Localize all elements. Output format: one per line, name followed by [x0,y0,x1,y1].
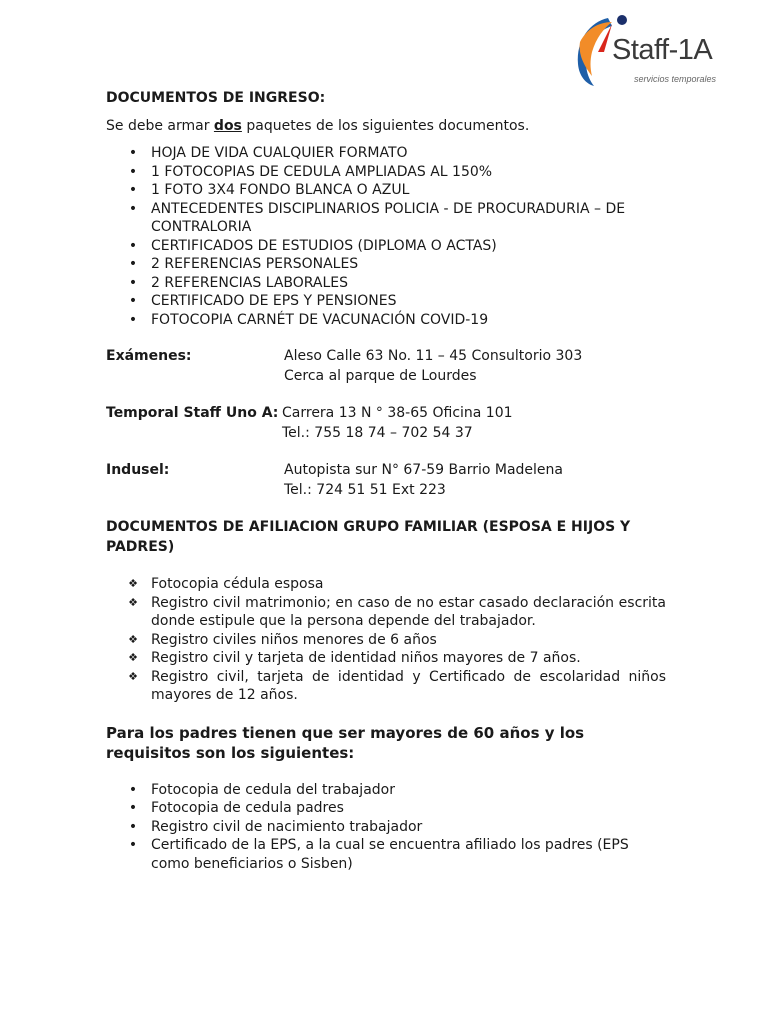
disc-bullet-icon: • [128,182,138,198]
disc-bullet-icon: • [128,145,138,161]
intro-text-after: paquetes de los siguientes documentos. [241,118,530,134]
address-line: Tel.: 755 18 74 – 702 54 37 [282,424,473,441]
diamond-bullet-icon: ❖ [128,669,138,683]
address-line: Tel.: 724 51 51 Ext 223 [284,481,446,498]
list-item [106,575,666,594]
disc-bullet-icon: • [128,274,138,291]
disc-bullet-icon: • [128,256,138,272]
address-value [284,347,582,386]
intro-paragraph [106,118,666,134]
address-label: Temporal Staff Uno A: [106,405,279,421]
disc-bullet-icon: • [128,293,138,309]
list-item [106,668,666,705]
list-item-text: Registro civil de nacimiento trabajador [151,818,423,835]
list-item [106,292,666,311]
list-item-text: Fotocopia cédula esposa [151,576,324,592]
parents-documents-list [106,781,666,874]
disc-bullet-icon: • [128,311,138,328]
list-item-text: Certificado de la EPS, a la cual se encuentra afiliado los padres (EPS como beneficiarios o Sisben) [151,837,629,872]
list-item-text: 2 REFERENCIAS LABORALES [151,274,349,291]
list-item-text: Registro civil matrimonio; en caso de no estar casado declaración escrita donde estipule que la persona depende del trabajador. [151,594,666,629]
diamond-bullet-icon: ❖ [128,651,138,664]
list-item [106,594,666,631]
intro-emphasis: dos [213,118,242,134]
list-item [106,237,666,256]
logo-tagline: servicios temporales [634,74,717,84]
family-section-title: DOCUMENTOS DE AFILIACION GRUPO FAMILIAR (ESPOSA E HIJOS Y PADRES) [106,519,631,555]
disc-bullet-icon: • [128,163,138,180]
list-item [106,649,666,668]
intro-text-before: Se debe armar [106,118,214,134]
address-entry [106,347,666,386]
list-item [106,311,666,330]
address-entry [106,461,666,500]
address-value [282,404,513,443]
list-item-text: CERTIFICADOS DE ESTUDIOS (DIPLOMA O ACTAS) [151,237,497,254]
address-line: Carrera 13 N ° 38-65 Oficina 101 [282,405,513,421]
list-item-text: ANTECEDENTES DISCIPLINARIOS POLICIA - DE PROCURADURIA – DE CONTRALORIA [151,200,626,235]
address-line: Aleso Calle 63 No. 11 – 45 Consultorio 303 [284,348,583,364]
list-item-text: Registro civiles niños menores de 6 años [151,631,437,648]
disc-bullet-icon: • [128,781,138,798]
diamond-bullet-icon: ❖ [128,595,138,609]
list-item-text: FOTOCOPIA CARNÉT DE VACUNACIÓN COVID-19 [151,311,489,328]
list-item [106,799,666,818]
disc-bullet-icon: • [128,237,138,254]
list-item [106,181,666,200]
disc-bullet-icon: • [128,200,138,217]
list-item-text: 1 FOTOCOPIAS DE CEDULA AMPLIADAS AL 150% [151,163,493,180]
diamond-bullet-icon: ❖ [128,577,138,590]
address-line: Autopista sur N° 67-59 Barrio Madelena [284,462,563,478]
logo-brand-text: Staff-1A [612,34,713,66]
list-item [106,274,666,293]
list-item-text: 1 FOTO 3X4 FONDO BLANCA O AZUL [151,182,410,198]
address-label: Exámenes: [106,348,192,364]
address-label: Indusel: [106,462,170,478]
list-item [106,818,666,837]
list-item-text: HOJA DE VIDA CUALQUIER FORMATO [151,145,408,161]
family-documents-list [106,575,666,705]
list-item [106,144,666,163]
list-item-text: CERTIFICADO DE EPS Y PENSIONES [151,293,397,309]
addresses-block [106,347,666,500]
disc-bullet-icon: • [128,800,138,816]
list-item [106,200,666,237]
address-entry [106,404,666,443]
list-item [106,836,666,873]
list-item-text: Fotocopia de cedula del trabajador [151,781,395,798]
address-line: Cerca al parque de Lourdes [284,367,477,384]
address-value [284,461,563,500]
list-item-text: Fotocopia de cedula padres [151,800,344,816]
staff-1a-logo [568,12,733,90]
list-item-text: Registro civil y tarjeta de identidad niños mayores de 7 años. [151,650,581,666]
list-item-text: 2 REFERENCIAS PERSONALES [151,256,359,272]
entry-documents-list [106,144,666,329]
list-item-text: Registro civil, tarjeta de identidad y Certificado de escolaridad niños mayores de 12 años. [151,668,666,703]
document-body [106,90,666,873]
list-item [106,255,666,274]
disc-bullet-icon: • [128,818,138,835]
list-item [106,631,666,650]
disc-bullet-icon: • [128,837,138,853]
diamond-bullet-icon: ❖ [128,632,138,646]
list-item [106,781,666,800]
list-item [106,163,666,182]
page-title: DOCUMENTOS DE INGRESO: [106,90,326,106]
parents-section-title: Para los padres tienen que ser mayores de 60 años y los requisitos son los siguientes: [106,723,585,762]
